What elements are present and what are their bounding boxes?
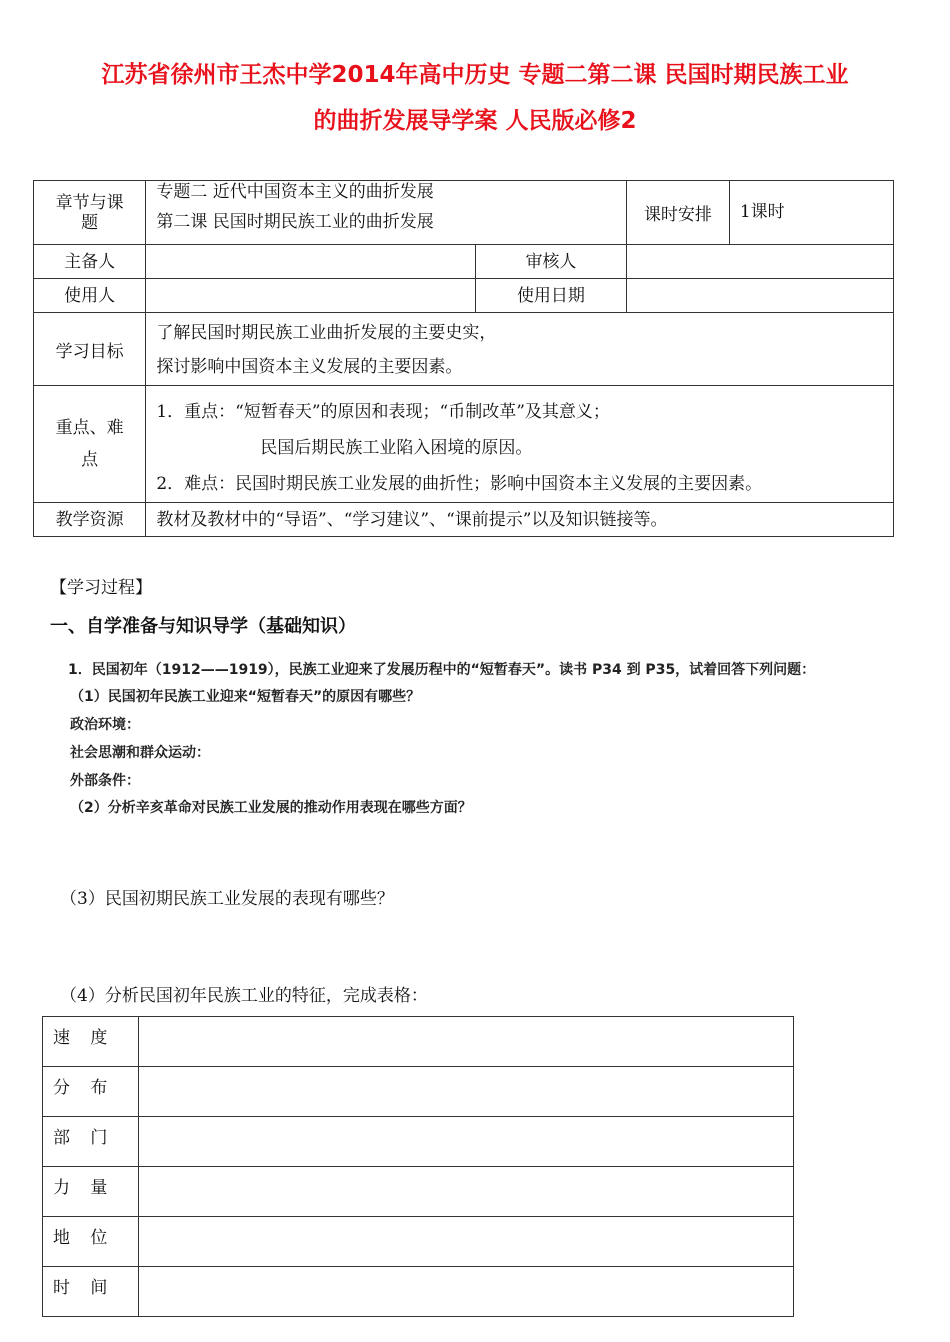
feature-sector-answer[interactable]: [139, 1117, 794, 1167]
user-value[interactable]: [146, 279, 476, 313]
chapter-label: 章节与课题: [34, 181, 146, 245]
date-value[interactable]: [627, 279, 894, 313]
process-heading: 【学习过程】: [50, 578, 152, 598]
chapter-value-line-1: 专题二 近代中国资本主义的曲折发展: [156, 182, 434, 202]
politics-prompt: 政治环境：: [70, 717, 140, 733]
preparer-value[interactable]: [146, 245, 476, 279]
goals-label: 学习目标: [34, 313, 146, 386]
question-1-3: （3）民国初期民族工业发展的表现有哪些？: [60, 889, 394, 909]
feature-time-answer[interactable]: [139, 1267, 794, 1317]
question-1-2: （2）分析辛亥革命对民族工业发展的推动作用表现在哪些方面？: [70, 800, 472, 816]
feature-status-label: 地 位: [43, 1217, 139, 1267]
features-table: [42, 1016, 794, 1317]
hours-value: 1课时: [729, 181, 893, 245]
feature-sector-label: 部 门: [43, 1117, 139, 1167]
focus-3: 2．难点：民国时期民族工业发展的曲折性；影响中国资本主义发展的主要因素。: [156, 474, 763, 494]
focus-value: [146, 386, 894, 503]
title-line-2: 的曲折发展导学案 人民版必修2: [313, 108, 637, 134]
external-prompt: 外部条件：: [70, 773, 140, 789]
question-1-4: （4）分析民国初年民族工业的特征，完成表格：: [60, 986, 428, 1006]
feature-time-label: 时 间: [43, 1267, 139, 1317]
section-1-heading: 一、自学准备与知识导学（基础知识）: [50, 616, 356, 637]
focus-2: 民国后期民族工业陷入困境的原因。: [260, 438, 533, 458]
preparer-label: 主备人: [34, 245, 146, 279]
goal-1: 了解民国时期民族工业曲折发展的主要史实，: [156, 323, 497, 343]
feature-speed-answer[interactable]: [139, 1017, 794, 1067]
chapter-value-line-2: 第二课 民国时期民族工业的曲折发展: [156, 212, 434, 232]
feature-status-answer[interactable]: [139, 1217, 794, 1267]
question-1: 1．民国初年（1912——1919），民族工业迎来了发展历程中的“短暂春天”。读书 P34 到 P35，试着回答下列问题：: [68, 662, 816, 678]
focus-1: 1．重点：“短暂春天”的原因和表现；“币制改革”及其意义；: [156, 402, 610, 422]
title-line-1: 江苏省徐州市王杰中学2014年高中历史 专题二第二课 民国时期民族工业: [101, 62, 849, 88]
chapter-value: [146, 181, 627, 245]
reviewer-value[interactable]: [627, 245, 894, 279]
hours-label: 课时安排: [627, 181, 730, 245]
feature-speed-label: 速 度: [43, 1017, 139, 1067]
document-title: [40, 52, 910, 144]
feature-strength-answer[interactable]: [139, 1167, 794, 1217]
social-prompt: 社会思潮和群众运动：: [70, 745, 210, 761]
question-1-1: （1）民国初年民族工业迎来“短暂春天”的原因有哪些？: [70, 689, 421, 705]
feature-distribution-answer[interactable]: [139, 1067, 794, 1117]
feature-distribution-label: 分 布: [43, 1067, 139, 1117]
reviewer-label: 审核人: [475, 245, 626, 279]
resource-label: 教学资源: [34, 503, 146, 537]
lesson-info-table: [33, 180, 894, 537]
feature-strength-label: 力 量: [43, 1167, 139, 1217]
goal-2: 探讨影响中国资本主义发展的主要因素。: [156, 357, 463, 377]
user-label: 使用人: [34, 279, 146, 313]
resource-value: 教材及教材中的“导语”、“学习建议”、“课前提示”以及知识链接等。: [146, 503, 894, 537]
focus-label: 重点、难 点: [34, 386, 146, 503]
goals-value: [146, 313, 894, 386]
date-label: 使用日期: [475, 279, 626, 313]
